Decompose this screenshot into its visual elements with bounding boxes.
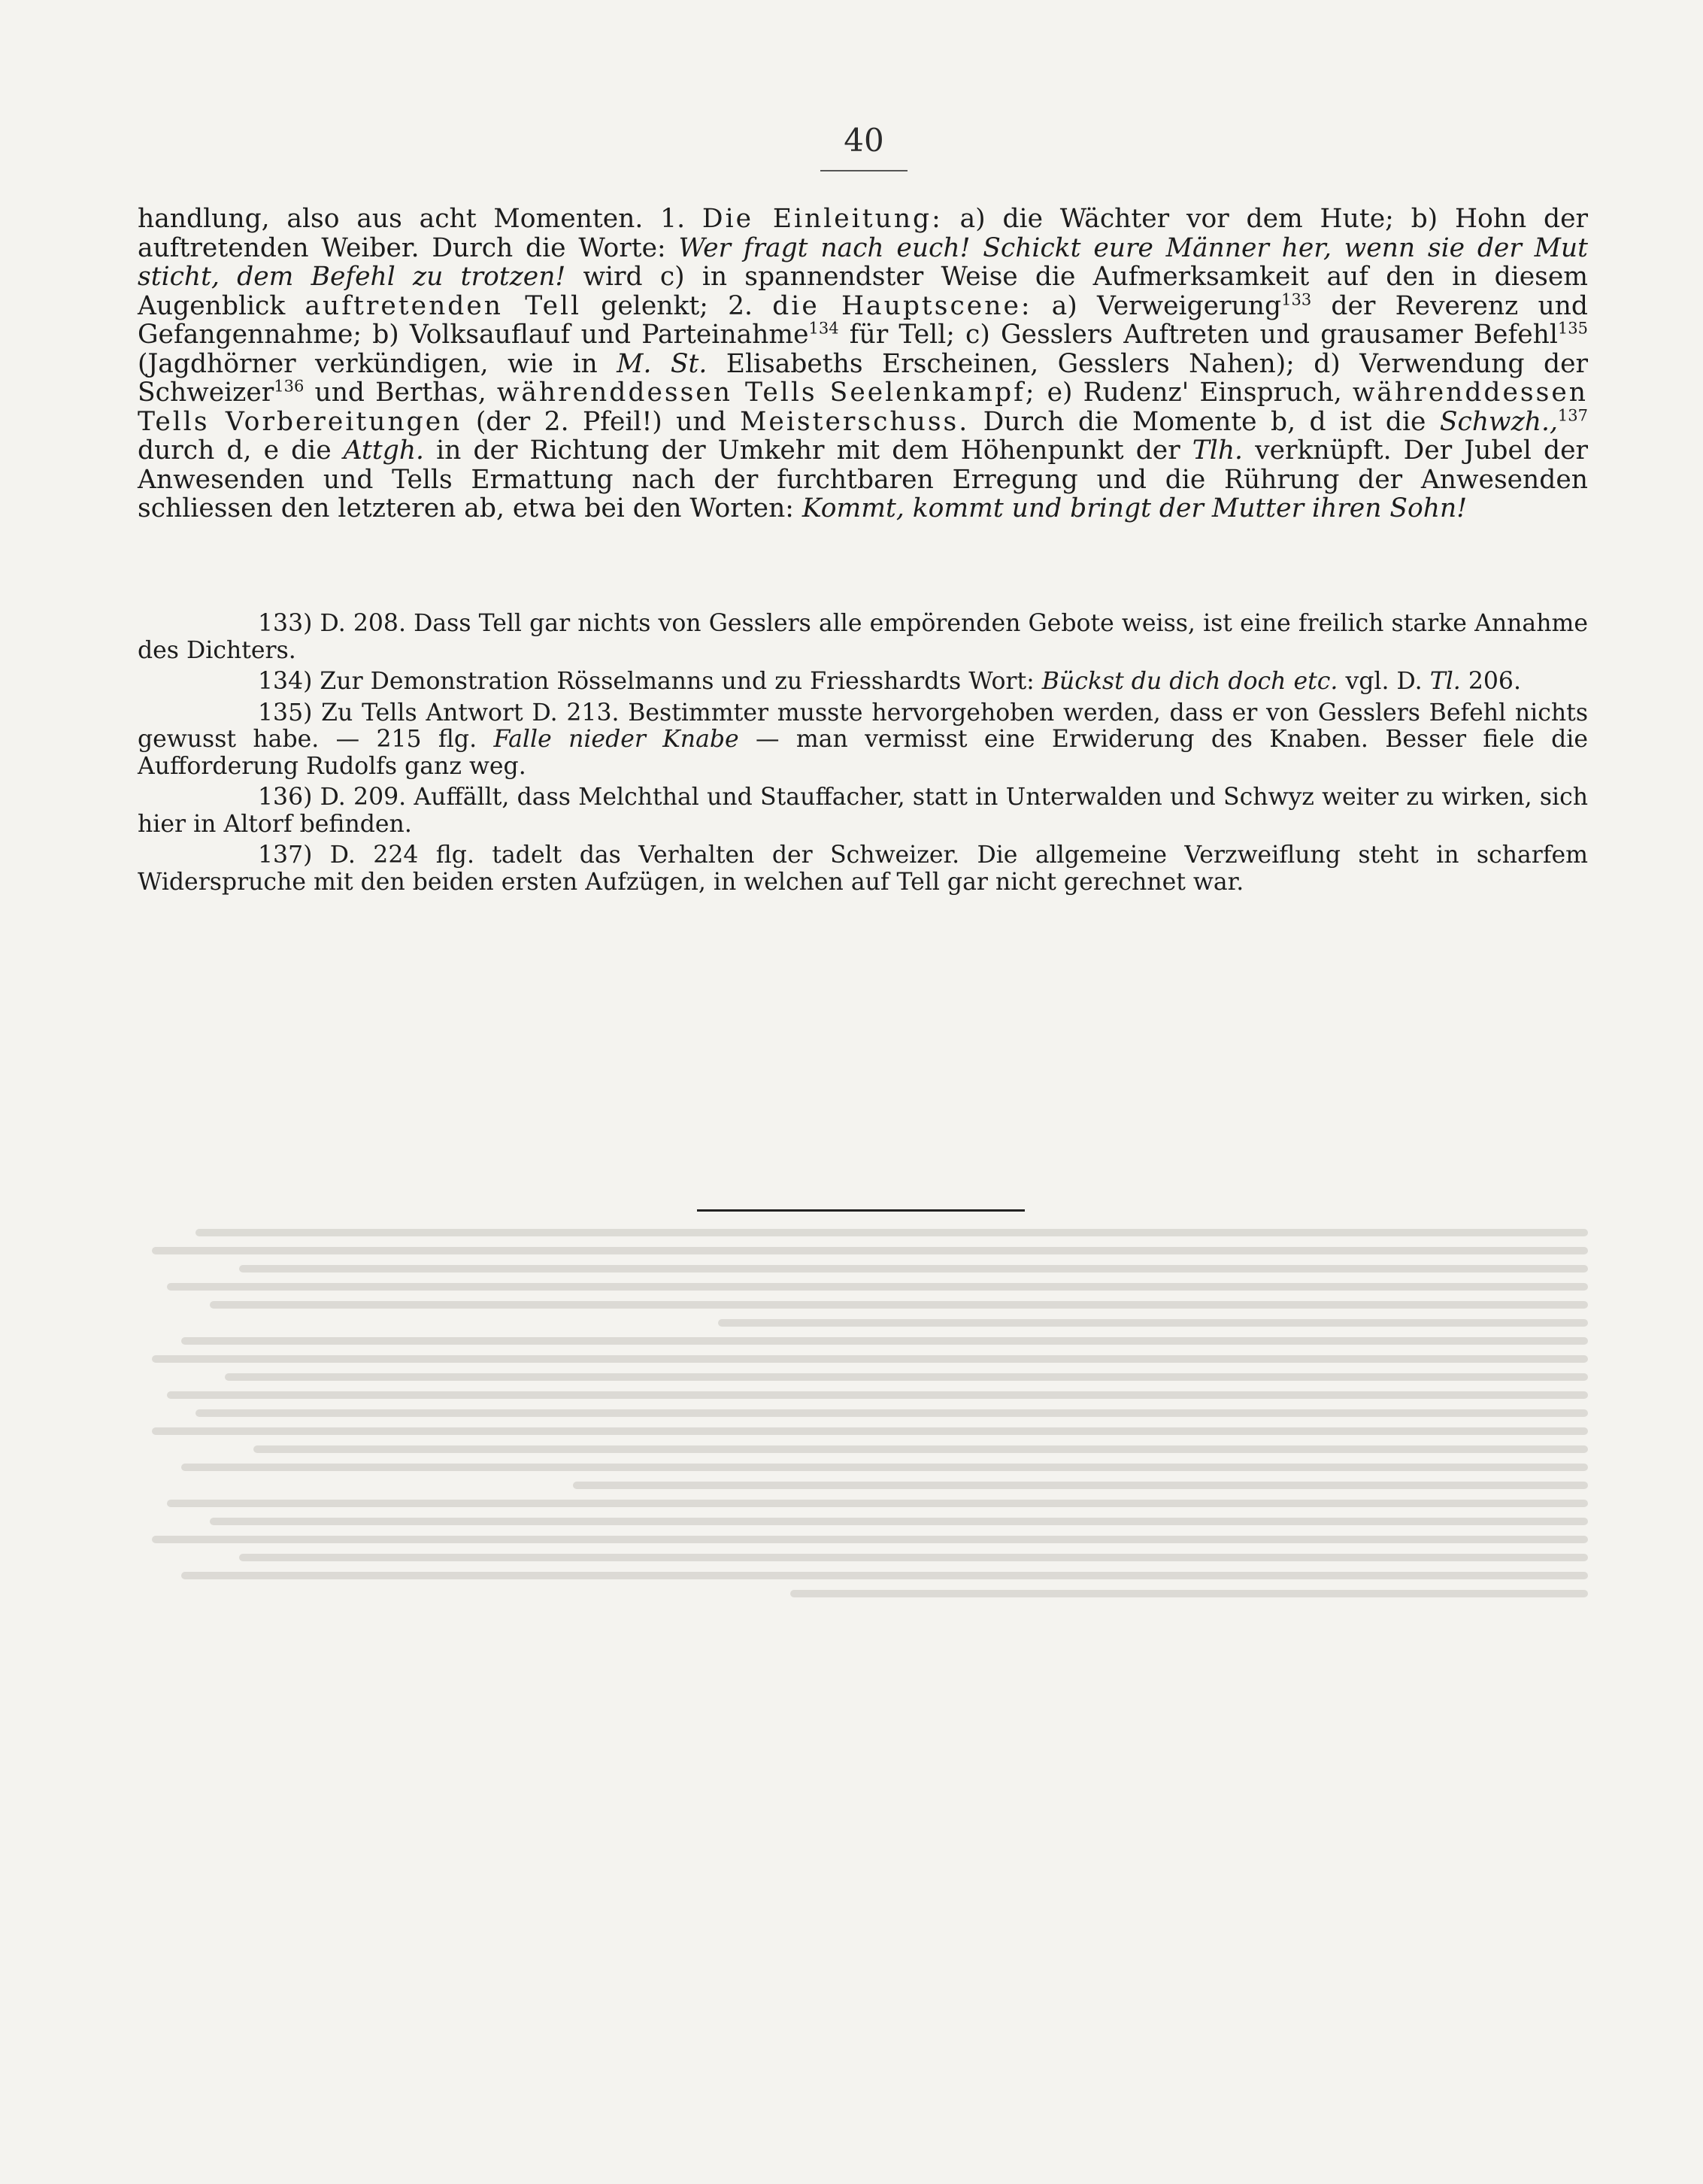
text-run: — man vermisst eine Erwiderung des Knaben. Besser fiele die Aufforderung Rudolfs ganz weg.: [138, 726, 1589, 780]
spaced-term: die Hauptscene:: [772, 290, 1032, 321]
text-run: a) die Wächter vor dem Hute; b) Hohn der auftretenden Weiber. Durch die Worte:: [138, 204, 1589, 263]
spaced-term: währenddessen Tells Vorbereitungen: [138, 378, 1588, 437]
text-run: in der Richtung der Umkehr mit dem Höhenpunkt der: [436, 435, 1180, 466]
text-run: der Reverenz und Gefangennahme; b) Volksauflauf und Parteinahme: [138, 290, 1588, 350]
footnote-135: [138, 700, 1588, 781]
italic-abbrev: Tl.: [1429, 668, 1461, 695]
text-run: vgl. D.: [1345, 668, 1423, 695]
page-number: 40: [844, 122, 884, 159]
end-rule: [697, 1209, 1025, 1212]
text-run: gelenkt; 2.: [601, 290, 753, 321]
text-run: handlung, also aus acht Momenten. 1.: [138, 204, 686, 234]
footnote-133: 133) D. 208. Dass Tell gar nichts von Gesslers alle empörenden Gebote weiss, ist eine freilich starke Annahme des Dichters.: [138, 610, 1588, 664]
text-run: Elisabeths Erscheinen, Gesslers Nahen); d) Verwendung der Schweizer: [138, 348, 1589, 408]
spaced-term: auftretenden Tell: [305, 290, 582, 321]
italic-quote: Bückst du dich doch etc.: [1041, 668, 1338, 695]
text-run: 134) Zur Demonstration Rösselmanns und zu Friesshardts Wort:: [258, 668, 1035, 695]
page-number-rule: [820, 170, 908, 171]
text-run: 135) Zu Tells Antwort D. 213. Bestimmter musste hervorgehoben werden, dass er von Gesslers Befehl nichts gewusst habe. — 215 flg.: [138, 699, 1588, 753]
italic-abbrev: Attgh.: [343, 435, 425, 466]
italic-quote: Kommt, kommt und bringt der Mutter ihren Sohn!: [802, 493, 1468, 523]
text-run: verknüpft. Der Jubel der Anwesenden und Tells Ermattung nach der furchtbaren Erregung und die Rührung der Anwesenden schliessen den letzteren ab, etwa bei den Worten:: [138, 435, 1588, 523]
footnote-ref-134: 134: [808, 319, 839, 338]
text-run: durch d, e die: [138, 435, 332, 466]
text-run: a) Verweigerung: [1051, 290, 1282, 321]
footnote-136: 136) D. 209. Auffällt, dass Melchthal und Stauffacher, statt in Unterwalden und Schwyz weiter zu wirken, sich hier in Altorf befinden.: [138, 784, 1588, 838]
italic-quote: Wer fragt nach euch! Schickt eure Männer her, wenn sie der Mut sticht, dem Befehl zu trotzen!: [138, 232, 1588, 292]
text-run: und Berthas,: [314, 378, 486, 408]
text-run: (der 2. Pfeil!) und: [475, 406, 726, 437]
text-run: wird c) in spannendster Weise die Aufmerksamkeit auf den in diesem Augenblick: [138, 262, 1588, 321]
footnote-ref-135: 135: [1557, 319, 1588, 338]
text-run: Durch die Momente b, d ist die: [983, 406, 1426, 437]
italic-abbrev: M. St.: [617, 348, 708, 379]
text-run: für Tell; c) Gesslers Auftreten und grausamer Befehl: [849, 320, 1558, 350]
footnote-137: 137) D. 224 flg. tadelt das Verhalten der Schweizer. Die allgemeine Verzweiflung steht in scharfem Widerspruche mit den beiden ersten Aufzügen, in welchen auf Tell gar nicht gerechnet war.: [138, 842, 1588, 896]
footnotes: [138, 611, 1588, 900]
spaced-term: Die Einleitung:: [702, 204, 943, 234]
italic-quote: Falle nieder Knabe: [493, 726, 739, 753]
footnote-134: [138, 669, 1588, 696]
reverse-page-bleed-through: [138, 1218, 1588, 1608]
spaced-term: währenddessen Tells Seelenkampf;: [496, 378, 1037, 408]
footnote-ref-133: 133: [1281, 290, 1312, 308]
italic-abbrev: Schwzh.,: [1439, 406, 1558, 437]
footnote-ref-137: 137: [1557, 406, 1589, 424]
text-run: (Jagdhörner verkündigen, wie in: [138, 348, 598, 379]
text-run: e) Rudenz' Einspruch,: [1047, 378, 1342, 408]
spaced-term: Meisterschuss.: [740, 406, 970, 437]
footnote-ref-136: 136: [274, 377, 305, 396]
italic-abbrev: Tlh.: [1192, 435, 1244, 466]
main-paragraph: [138, 205, 1588, 523]
text-run: 206.: [1468, 668, 1521, 695]
